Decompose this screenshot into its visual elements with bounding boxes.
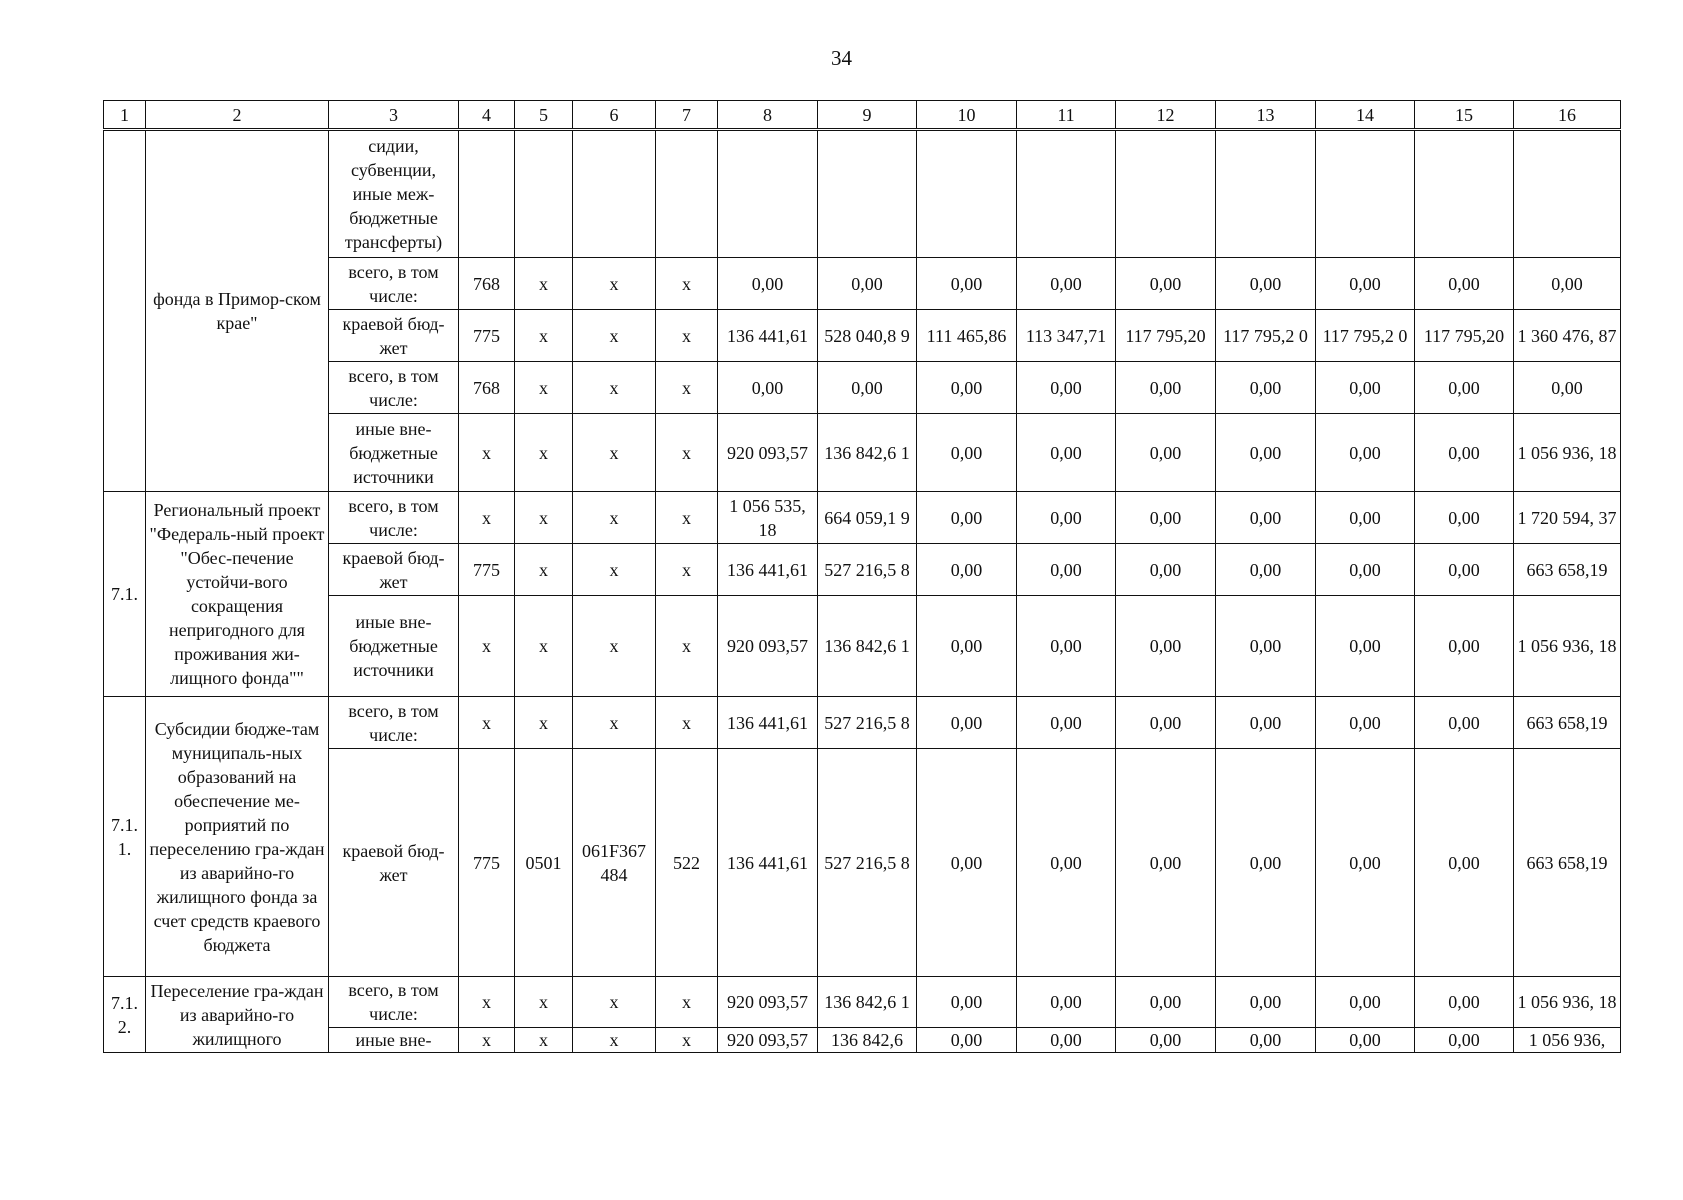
cell-col6: x [573, 697, 656, 749]
cell-col13: 0,00 [1216, 1028, 1316, 1053]
funding-source-cell: всего, в том числе: [329, 492, 459, 544]
cell-col9: 527 216,5 8 [818, 749, 917, 977]
table-row [104, 596, 1621, 697]
cell-col11: 0,00 [1017, 977, 1116, 1028]
table-header [104, 101, 1621, 130]
cell-col12: 0,00 [1116, 362, 1216, 414]
cell-col15: 0,00 [1415, 749, 1514, 977]
cell-col6: 061F367 484 [573, 749, 656, 977]
cell-col14: 0,00 [1316, 544, 1415, 596]
table-row [104, 977, 1621, 1028]
cell-col9: 136 842,6 1 [818, 977, 917, 1028]
table-row [104, 362, 1621, 414]
cell-col15: 0,00 [1415, 492, 1514, 544]
cell-col15 [1415, 130, 1514, 258]
cell-col13: 0,00 [1216, 596, 1316, 697]
cell-col9: 0,00 [818, 362, 917, 414]
cell-col13: 0,00 [1216, 697, 1316, 749]
cell-col15: 0,00 [1415, 258, 1514, 310]
cell-col10: 0,00 [917, 596, 1017, 697]
cell-col16: 1 360 476, 87 [1514, 310, 1621, 362]
cell-col5: x [515, 544, 573, 596]
cell-col7: x [656, 977, 718, 1028]
cell-col4: x [459, 1028, 515, 1053]
cell-col6: x [573, 596, 656, 697]
header-cell-5: 5 [515, 101, 573, 130]
table-row [104, 544, 1621, 596]
cell-col13 [1216, 130, 1316, 258]
cell-col16: 1 056 936, [1514, 1028, 1621, 1053]
cell-col16: 1 056 936, 18 [1514, 596, 1621, 697]
table-row [104, 492, 1621, 544]
cell-col7: x [656, 362, 718, 414]
cell-col12: 0,00 [1116, 414, 1216, 492]
cell-col5: x [515, 310, 573, 362]
cell-col8: 920 093,57 [718, 1028, 818, 1053]
cell-col15: 0,00 [1415, 596, 1514, 697]
cell-col4: x [459, 596, 515, 697]
cell-col15: 0,00 [1415, 544, 1514, 596]
cell-col10: 0,00 [917, 492, 1017, 544]
funding-source-cell: краевой бюд-жет [329, 310, 459, 362]
cell-col8: 920 093,57 [718, 977, 818, 1028]
cell-col7: x [656, 1028, 718, 1053]
cell-col5: x [515, 414, 573, 492]
cell-col6 [573, 130, 656, 258]
cell-col11: 0,00 [1017, 749, 1116, 977]
cell-col8: 136 441,61 [718, 749, 818, 977]
cell-col7: x [656, 596, 718, 697]
cell-col10: 0,00 [917, 544, 1017, 596]
header-cell-16: 16 [1514, 101, 1621, 130]
funding-source-cell: всего, в том числе: [329, 977, 459, 1028]
cell-col8 [718, 130, 818, 258]
cell-col6: x [573, 414, 656, 492]
funding-source-cell: иные вне-бюджетные источники [329, 414, 459, 492]
cell-col8: 136 441,61 [718, 544, 818, 596]
funding-source-cell: краевой бюд-жет [329, 749, 459, 977]
cell-col7: x [656, 414, 718, 492]
cell-col4: 775 [459, 749, 515, 977]
header-cell-14: 14 [1316, 101, 1415, 130]
funding-source-cell: краевой бюд-жет [329, 544, 459, 596]
cell-col5: x [515, 697, 573, 749]
cell-col4: x [459, 697, 515, 749]
header-cell-4: 4 [459, 101, 515, 130]
table-row [104, 697, 1621, 749]
cell-col11: 0,00 [1017, 492, 1116, 544]
cell-col16: 1 056 936, 18 [1514, 414, 1621, 492]
cell-col14: 0,00 [1316, 362, 1415, 414]
cell-col12: 0,00 [1116, 258, 1216, 310]
funding-source-cell: иные вне-бюджетные источники [329, 596, 459, 697]
cell-col12: 0,00 [1116, 596, 1216, 697]
table-row [104, 1028, 1621, 1053]
cell-col8: 920 093,57 [718, 596, 818, 697]
cell-col12: 0,00 [1116, 977, 1216, 1028]
row-number-cell [104, 130, 146, 492]
cell-col12 [1116, 130, 1216, 258]
event-name-cell: Переселение гра-ждан из аварийно-го жилищного [146, 977, 329, 1053]
cell-col4: 775 [459, 544, 515, 596]
cell-col10: 0,00 [917, 749, 1017, 977]
table-row [104, 749, 1621, 977]
cell-col5: x [515, 258, 573, 310]
cell-col4: 768 [459, 362, 515, 414]
cell-col10: 0,00 [917, 977, 1017, 1028]
cell-col4: 775 [459, 310, 515, 362]
cell-col10 [917, 130, 1017, 258]
cell-col6: x [573, 362, 656, 414]
cell-col8: 136 441,61 [718, 310, 818, 362]
cell-col14 [1316, 130, 1415, 258]
cell-col9: 527 216,5 8 [818, 697, 917, 749]
cell-col6: x [573, 1028, 656, 1053]
header-cell-12: 12 [1116, 101, 1216, 130]
header-cell-13: 13 [1216, 101, 1316, 130]
cell-col5: x [515, 977, 573, 1028]
cell-col4: 768 [459, 258, 515, 310]
cell-col5: x [515, 362, 573, 414]
cell-col13: 0,00 [1216, 258, 1316, 310]
cell-col13: 0,00 [1216, 749, 1316, 977]
header-cell-11: 11 [1017, 101, 1116, 130]
cell-col8: 136 441,61 [718, 697, 818, 749]
cell-col6: x [573, 977, 656, 1028]
cell-col11 [1017, 130, 1116, 258]
cell-col5: 0501 [515, 749, 573, 977]
cell-col14: 0,00 [1316, 258, 1415, 310]
cell-col13: 0,00 [1216, 414, 1316, 492]
cell-col14: 0,00 [1316, 492, 1415, 544]
cell-col11: 0,00 [1017, 258, 1116, 310]
cell-col5 [515, 130, 573, 258]
cell-col8: 1 056 535, 18 [718, 492, 818, 544]
cell-col9: 527 216,5 8 [818, 544, 917, 596]
cell-col4: x [459, 414, 515, 492]
header-cell-3: 3 [329, 101, 459, 130]
cell-col4: x [459, 977, 515, 1028]
cell-col14: 0,00 [1316, 1028, 1415, 1053]
cell-col12: 0,00 [1116, 697, 1216, 749]
cell-col5: x [515, 492, 573, 544]
table-row [104, 310, 1621, 362]
cell-col15: 117 795,20 [1415, 310, 1514, 362]
cell-col10: 0,00 [917, 1028, 1017, 1053]
cell-col11: 113 347,71 [1017, 310, 1116, 362]
cell-col7 [656, 130, 718, 258]
cell-col14: 117 795,2 0 [1316, 310, 1415, 362]
cell-col5: x [515, 596, 573, 697]
cell-col15: 0,00 [1415, 362, 1514, 414]
cell-col9: 136 842,6 1 [818, 414, 917, 492]
cell-col10: 0,00 [917, 697, 1017, 749]
cell-col7: x [656, 258, 718, 310]
cell-col10: 0,00 [917, 258, 1017, 310]
funding-source-cell: всего, в том числе: [329, 697, 459, 749]
cell-col11: 0,00 [1017, 1028, 1116, 1053]
header-cell-7: 7 [656, 101, 718, 130]
cell-col9 [818, 130, 917, 258]
cell-col7: 522 [656, 749, 718, 977]
cell-col4 [459, 130, 515, 258]
cell-col6: x [573, 492, 656, 544]
cell-col11: 0,00 [1017, 596, 1116, 697]
cell-col4: x [459, 492, 515, 544]
cell-col13: 117 795,2 0 [1216, 310, 1316, 362]
cell-col16 [1514, 130, 1621, 258]
event-name-cell: фонда в Примор-ском крае" [146, 130, 329, 492]
cell-col6: x [573, 258, 656, 310]
cell-col13: 0,00 [1216, 977, 1316, 1028]
cell-col15: 0,00 [1415, 1028, 1514, 1053]
cell-col9: 528 040,8 9 [818, 310, 917, 362]
cell-col7: x [656, 310, 718, 362]
header-row [104, 101, 1621, 130]
cell-col15: 0,00 [1415, 697, 1514, 749]
cell-col16: 663 658,19 [1514, 544, 1621, 596]
event-name-cell: Субсидии бюдже-там муниципаль-ных образований на обеспечение ме-роприятий по переселению гра-ждан из аварийно-го жилищного фонда за счет средств краевого бюджета [146, 697, 329, 977]
row-number-cell: 7.1. 2. [104, 977, 146, 1053]
cell-col15: 0,00 [1415, 414, 1514, 492]
cell-col7: x [656, 492, 718, 544]
cell-col13: 0,00 [1216, 544, 1316, 596]
cell-col12: 0,00 [1116, 544, 1216, 596]
cell-col16: 1 056 936, 18 [1514, 977, 1621, 1028]
header-cell-10: 10 [917, 101, 1017, 130]
header-cell-2: 2 [146, 101, 329, 130]
cell-col12: 117 795,20 [1116, 310, 1216, 362]
table-body [104, 130, 1621, 1053]
header-cell-9: 9 [818, 101, 917, 130]
cell-col9: 136 842,6 1 [818, 596, 917, 697]
table-row [104, 130, 1621, 258]
cell-col8: 0,00 [718, 362, 818, 414]
page-number: 34 [831, 46, 852, 70]
cell-col14: 0,00 [1316, 977, 1415, 1028]
cell-col16: 0,00 [1514, 362, 1621, 414]
cell-col12: 0,00 [1116, 749, 1216, 977]
cell-col10: 0,00 [917, 362, 1017, 414]
cell-col12: 0,00 [1116, 1028, 1216, 1053]
cell-col10: 0,00 [917, 414, 1017, 492]
cell-col16: 1 720 594, 37 [1514, 492, 1621, 544]
cell-col11: 0,00 [1017, 544, 1116, 596]
cell-col16: 0,00 [1514, 258, 1621, 310]
cell-col14: 0,00 [1316, 749, 1415, 977]
budget-table [103, 100, 1621, 1053]
cell-col7: x [656, 544, 718, 596]
header-cell-15: 15 [1415, 101, 1514, 130]
cell-col15: 0,00 [1415, 977, 1514, 1028]
table-row [104, 414, 1621, 492]
cell-col9: 0,00 [818, 258, 917, 310]
cell-col6: x [573, 544, 656, 596]
cell-col9: 136 842,6 [818, 1028, 917, 1053]
cell-col14: 0,00 [1316, 414, 1415, 492]
cell-col11: 0,00 [1017, 697, 1116, 749]
cell-col11: 0,00 [1017, 414, 1116, 492]
funding-source-cell: всего, в том числе: [329, 258, 459, 310]
cell-col13: 0,00 [1216, 492, 1316, 544]
event-name-cell: Региональный проект "Федераль-ный проект "Обес-печение устойчи-вого сокращения непригодного для проживания жи-лищного фонда"" [146, 492, 329, 697]
cell-col8: 920 093,57 [718, 414, 818, 492]
cell-col13: 0,00 [1216, 362, 1316, 414]
cell-col8: 0,00 [718, 258, 818, 310]
funding-source-cell: сидии, субвенции, иные меж-бюджетные трансферты) [329, 130, 459, 258]
cell-col9: 664 059,1 9 [818, 492, 917, 544]
header-cell-1: 1 [104, 101, 146, 130]
funding-source-cell: всего, в том числе: [329, 362, 459, 414]
cell-col16: 663 658,19 [1514, 697, 1621, 749]
header-cell-6: 6 [573, 101, 656, 130]
cell-col6: x [573, 310, 656, 362]
cell-col5: x [515, 1028, 573, 1053]
cell-col12: 0,00 [1116, 492, 1216, 544]
cell-col16: 663 658,19 [1514, 749, 1621, 977]
row-number-cell: 7.1. [104, 492, 146, 697]
cell-col10: 111 465,86 [917, 310, 1017, 362]
cell-col14: 0,00 [1316, 596, 1415, 697]
header-cell-8: 8 [718, 101, 818, 130]
table-row [104, 258, 1621, 310]
funding-source-cell: иные вне- [329, 1028, 459, 1053]
row-number-cell: 7.1. 1. [104, 697, 146, 977]
cell-col11: 0,00 [1017, 362, 1116, 414]
cell-col7: x [656, 697, 718, 749]
cell-col14: 0,00 [1316, 697, 1415, 749]
